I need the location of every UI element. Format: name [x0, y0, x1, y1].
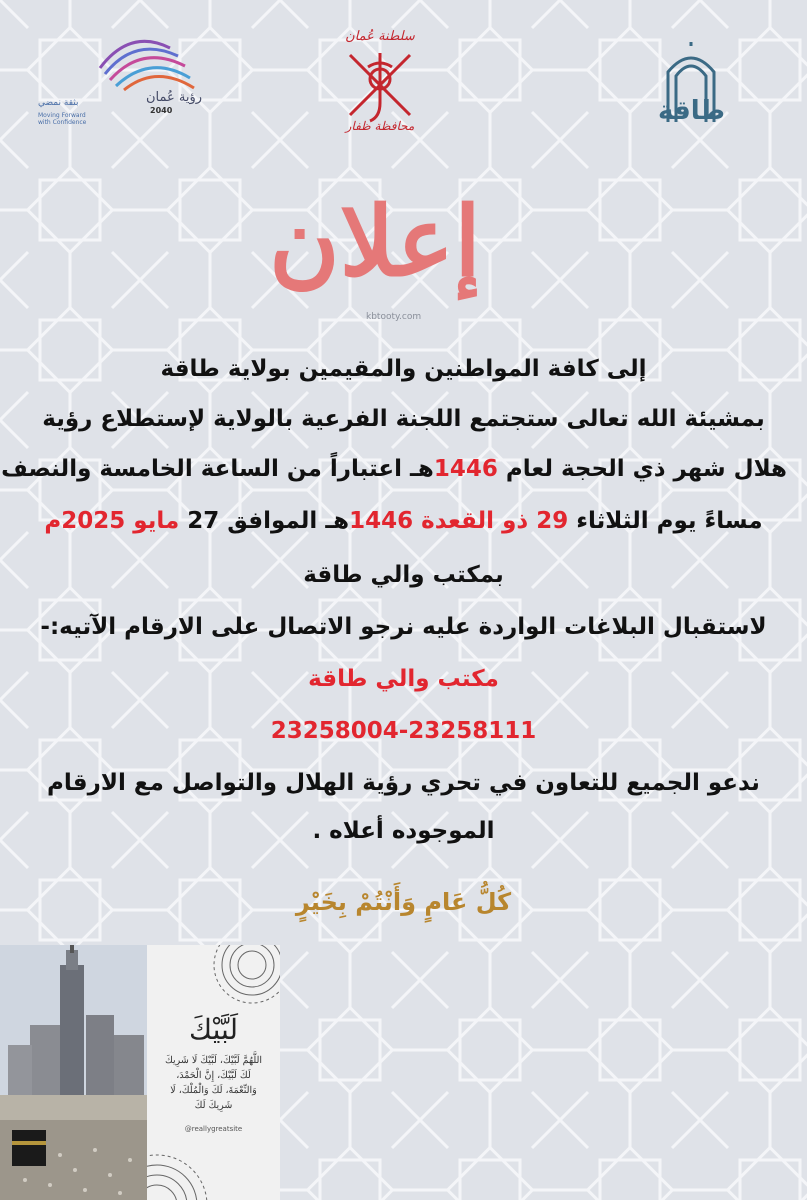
body-line-crescent: هلال شهر ذي الحجة لعام 1446هـ اعتباراً من الساعة الخامسة والنصف: [1, 456, 787, 482]
announcement-title: إعلان: [269, 185, 481, 298]
governorate-emblem-logo: [330, 15, 430, 140]
source-watermark: kbtooty.com: [366, 312, 422, 322]
mandala-bottom-icon: [147, 1135, 280, 1200]
hijri-year: 1446: [433, 456, 498, 482]
card-handle: @reallygreatsite: [184, 1125, 243, 1133]
talbiyah-verse: اللَّهُمَّ لَبَّيْكَ، لَبَّيْكَ لَا شَرِيكَ لَكَ لَبَّيْكَ، إِنَّ الْحَمْدَ، وَالنِّعْمَةَ، لَكَ وَالْمُلْكَ، لَا شَرِيكَ لَكَ: [164, 1055, 263, 1111]
talbiyah-card: [147, 945, 280, 1200]
eid-greeting: كُلُّ عَامٍ وَأَنْتُمْ بِخَيْرٍ: [295, 888, 512, 916]
phone-numbers: 23258004-23258111: [270, 718, 537, 744]
oman-vision-2040-logo: [30, 28, 220, 128]
vision-subtitle-english: Moving Forward with Confidence: [38, 112, 87, 126]
body-line-invitation: ندعو الجميع للتعاون في تحري رؤية الهلال والتواصل مع الارقام: [47, 770, 760, 796]
emblem-top-text: سلطنة عُمان: [345, 29, 415, 44]
mandala-top-icon: [147, 945, 280, 1005]
body-line-committee: بمشيئة الله تعالى ستجتمع اللجنة الفرعية بالولاية لإستطلاع رؤية: [42, 406, 765, 432]
body-line-recipients: إلى كافة المواطنين والمقيمين بولاية طاقة: [160, 356, 647, 382]
vision-arabic-text: رؤية عُمان: [145, 90, 202, 105]
mecca-photo: [0, 945, 147, 1200]
vision-year: 2040: [150, 106, 173, 115]
gregorian-date: مايو 2025م: [44, 508, 180, 534]
body-line-contact-intro: لاستقبال البلاغات الواردة عليه نرجو الاتصال على الارقام الآتيه:-: [40, 614, 767, 640]
body-line-closing: الموجوده أعلاه .: [312, 818, 495, 844]
emblem-bottom-text: محافظة ظفار: [345, 119, 415, 133]
vision-swirl-icon: [90, 28, 210, 98]
talbiyah-title: لَبَّيْكَ: [188, 1013, 239, 1046]
office-name: مكتب والي طاقة: [308, 666, 499, 692]
body-line-location: بمكتب والي طاقة: [303, 562, 504, 588]
taqah-logo-text: طاقة: [658, 96, 726, 126]
khanjar-emblem-icon: [330, 45, 430, 125]
body-line-date: مساءً يوم الثلاثاء 29 ذو القعدة 1446هـ الموافق 27 مايو 2025م: [44, 508, 763, 534]
hijri-date: 29 ذو القعدة 1446: [349, 508, 569, 534]
vision-subtitle-arabic: بثقة نمضي: [38, 98, 79, 108]
wilayat-taqah-logo: [650, 42, 732, 126]
